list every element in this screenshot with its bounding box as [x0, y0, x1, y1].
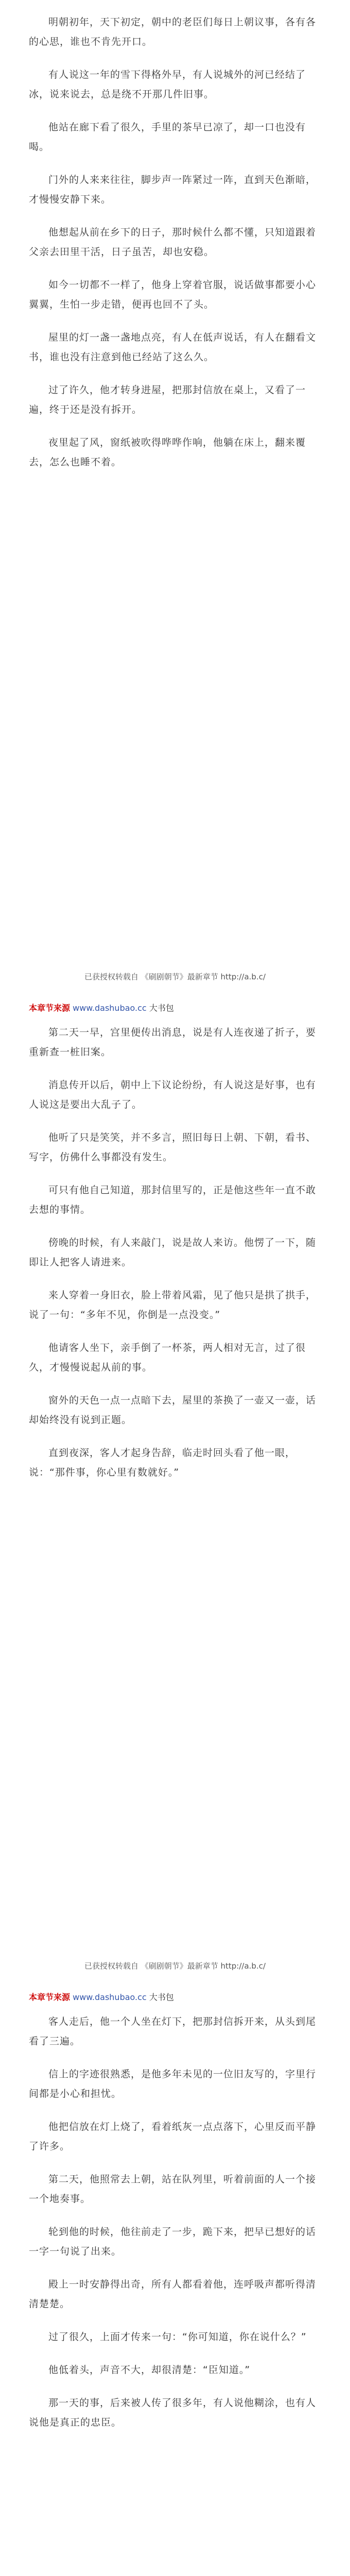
paragraph: 他低着头，声音不大，却很清楚：“臣知道。”	[48, 2364, 251, 2376]
source-suffix: 大书包	[149, 1003, 174, 1013]
source-label: 本章节来源	[29, 1992, 71, 2002]
source-suffix: 大书包	[149, 1992, 174, 2002]
paragraph: 客人走后，他一个人坐在灯下，把那封信拆开来，从头到尾看了三遍。	[29, 2016, 317, 2047]
chapter-section-2	[29, 1002, 321, 1975]
section-2-paragraphs	[29, 1023, 321, 1482]
paragraph: 屋里的灯一盏一盏地点亮，有人在低声说话，有人在翻看文书，谁也没有注意到他已经站了这么久。	[29, 332, 317, 363]
paragraph: 他想起从前在乡下的日子，那时候什么都不懂，只知道跟着父亲去田里干活，日子虽苦，却也安稳。	[29, 227, 317, 258]
paragraph: 他听了只是笑笑，并不多言，照旧每日上朝、下朝，看书、写字，仿佛什么事都没有发生。	[29, 1132, 317, 1163]
paragraph: 可只有他自己知道，那封信里写的，正是他这些年一直不敢去想的事情。	[29, 1184, 317, 1215]
page-footer	[29, 1960, 321, 1971]
page-footer	[29, 971, 321, 982]
paragraph: 那一天的事，后来被人传了很多年，有人说他糊涂，也有人说他是真正的忠臣。	[29, 2397, 317, 2428]
paragraph: 他把信放在灯上烧了，看着纸灰一点点落下，心里反而平静了许多。	[29, 2121, 317, 2152]
paragraph: 直到夜深，客人才起身告辞，临走时回头看了他一眼，说：“那件事，你心里有数就好。”	[29, 1447, 296, 1478]
chapter-section-1	[29, 12, 321, 986]
source-site-link[interactable]: www.dashubao.cc	[73, 1003, 147, 1013]
paragraph: 他站在廊下看了很久，手里的茶早已凉了，却一口也没有喝。	[29, 122, 306, 152]
paragraph: 消息传开以后，朝中上下议论纷纷，有人说这是好事，也有人说这是要出大乱子了。	[29, 1079, 317, 1110]
paragraph: 第二天一早，宫里便传出消息，说是有人连夜递了折子，要重新查一桩旧案。	[29, 1027, 317, 1058]
section-3-paragraphs	[29, 2012, 321, 2432]
paragraph: 轮到他的时候，他往前走了一步，跪下来，把早已想好的话一字一句说了出来。	[29, 2226, 317, 2257]
paragraph: 傍晚的时候，有人来敲门，说是故人来访。他愣了一下，随即让人把客人请进来。	[29, 1237, 317, 1268]
chapter-section-3	[29, 1991, 321, 2576]
footer-text: 已获授权转载自 《刷剧朝节》最新章节 http://a.b.c/	[84, 1961, 266, 1971]
paragraph: 门外的人来来往往，脚步声一阵紧过一阵，直到天色渐暗，才慢慢安静下来。	[29, 174, 317, 205]
source-label: 本章节来源	[29, 1003, 71, 1013]
paragraph: 他请客人坐下，亲手倒了一杯茶，两人相对无言，过了很久，才慢慢说起从前的事。	[29, 1342, 306, 1373]
footer-text: 已获授权转载自 《刷剧朝节》最新章节 http://a.b.c/	[84, 972, 266, 981]
paragraph: 信上的字迹很熟悉，是他多年未见的一位旧友写的，字里行间都是小心和担忧。	[29, 2069, 317, 2099]
paragraph: 过了很久，上面才传来一句：“你可知道，你在说什么？”	[48, 2331, 307, 2343]
paragraph: 殿上一时安静得出奇，所有人都看着他，连呼吸声都听得清清楚楚。	[29, 2279, 317, 2310]
paragraph: 夜里起了风，窗纸被吹得哗哗作响，他躺在床上，翻来覆去，怎么也睡不着。	[29, 437, 306, 468]
paragraph: 明朝初年，天下初定，朝中的老臣们每日上朝议事，各有各的心思，谁也不肯先开口。	[29, 16, 317, 47]
source-line	[29, 1991, 321, 2003]
paragraph: 来人穿着一身旧衣，脸上带着风霜，见了他只是拱了拱手，说了一句：“多年不见，你倒是一点没变。”	[29, 1290, 317, 1320]
paragraph: 窗外的天色一点一点暗下去，屋里的茶换了一壶又一壶，话却始终没有说到正题。	[29, 1395, 317, 1426]
section-1-paragraphs	[29, 12, 321, 472]
paragraph: 第二天，他照常去上朝，站在队列里，听着前面的人一个接一个地奏事。	[29, 2174, 317, 2205]
source-site-link[interactable]: www.dashubao.cc	[73, 1992, 147, 2002]
paragraph: 过了许久，他才转身进屋，把那封信放在桌上，又看了一遍，终于还是没有拆开。	[29, 384, 306, 415]
paragraph: 如今一切都不一样了，他身上穿着官服，说话做事都要小心翼翼，生怕一步走错，便再也回不了头。	[29, 279, 317, 310]
source-line	[29, 1002, 321, 1013]
paragraph: 有人说这一年的雪下得格外早，有人说城外的河已经结了冰，说来说去，总是绕不开那几件旧事。	[29, 69, 306, 100]
